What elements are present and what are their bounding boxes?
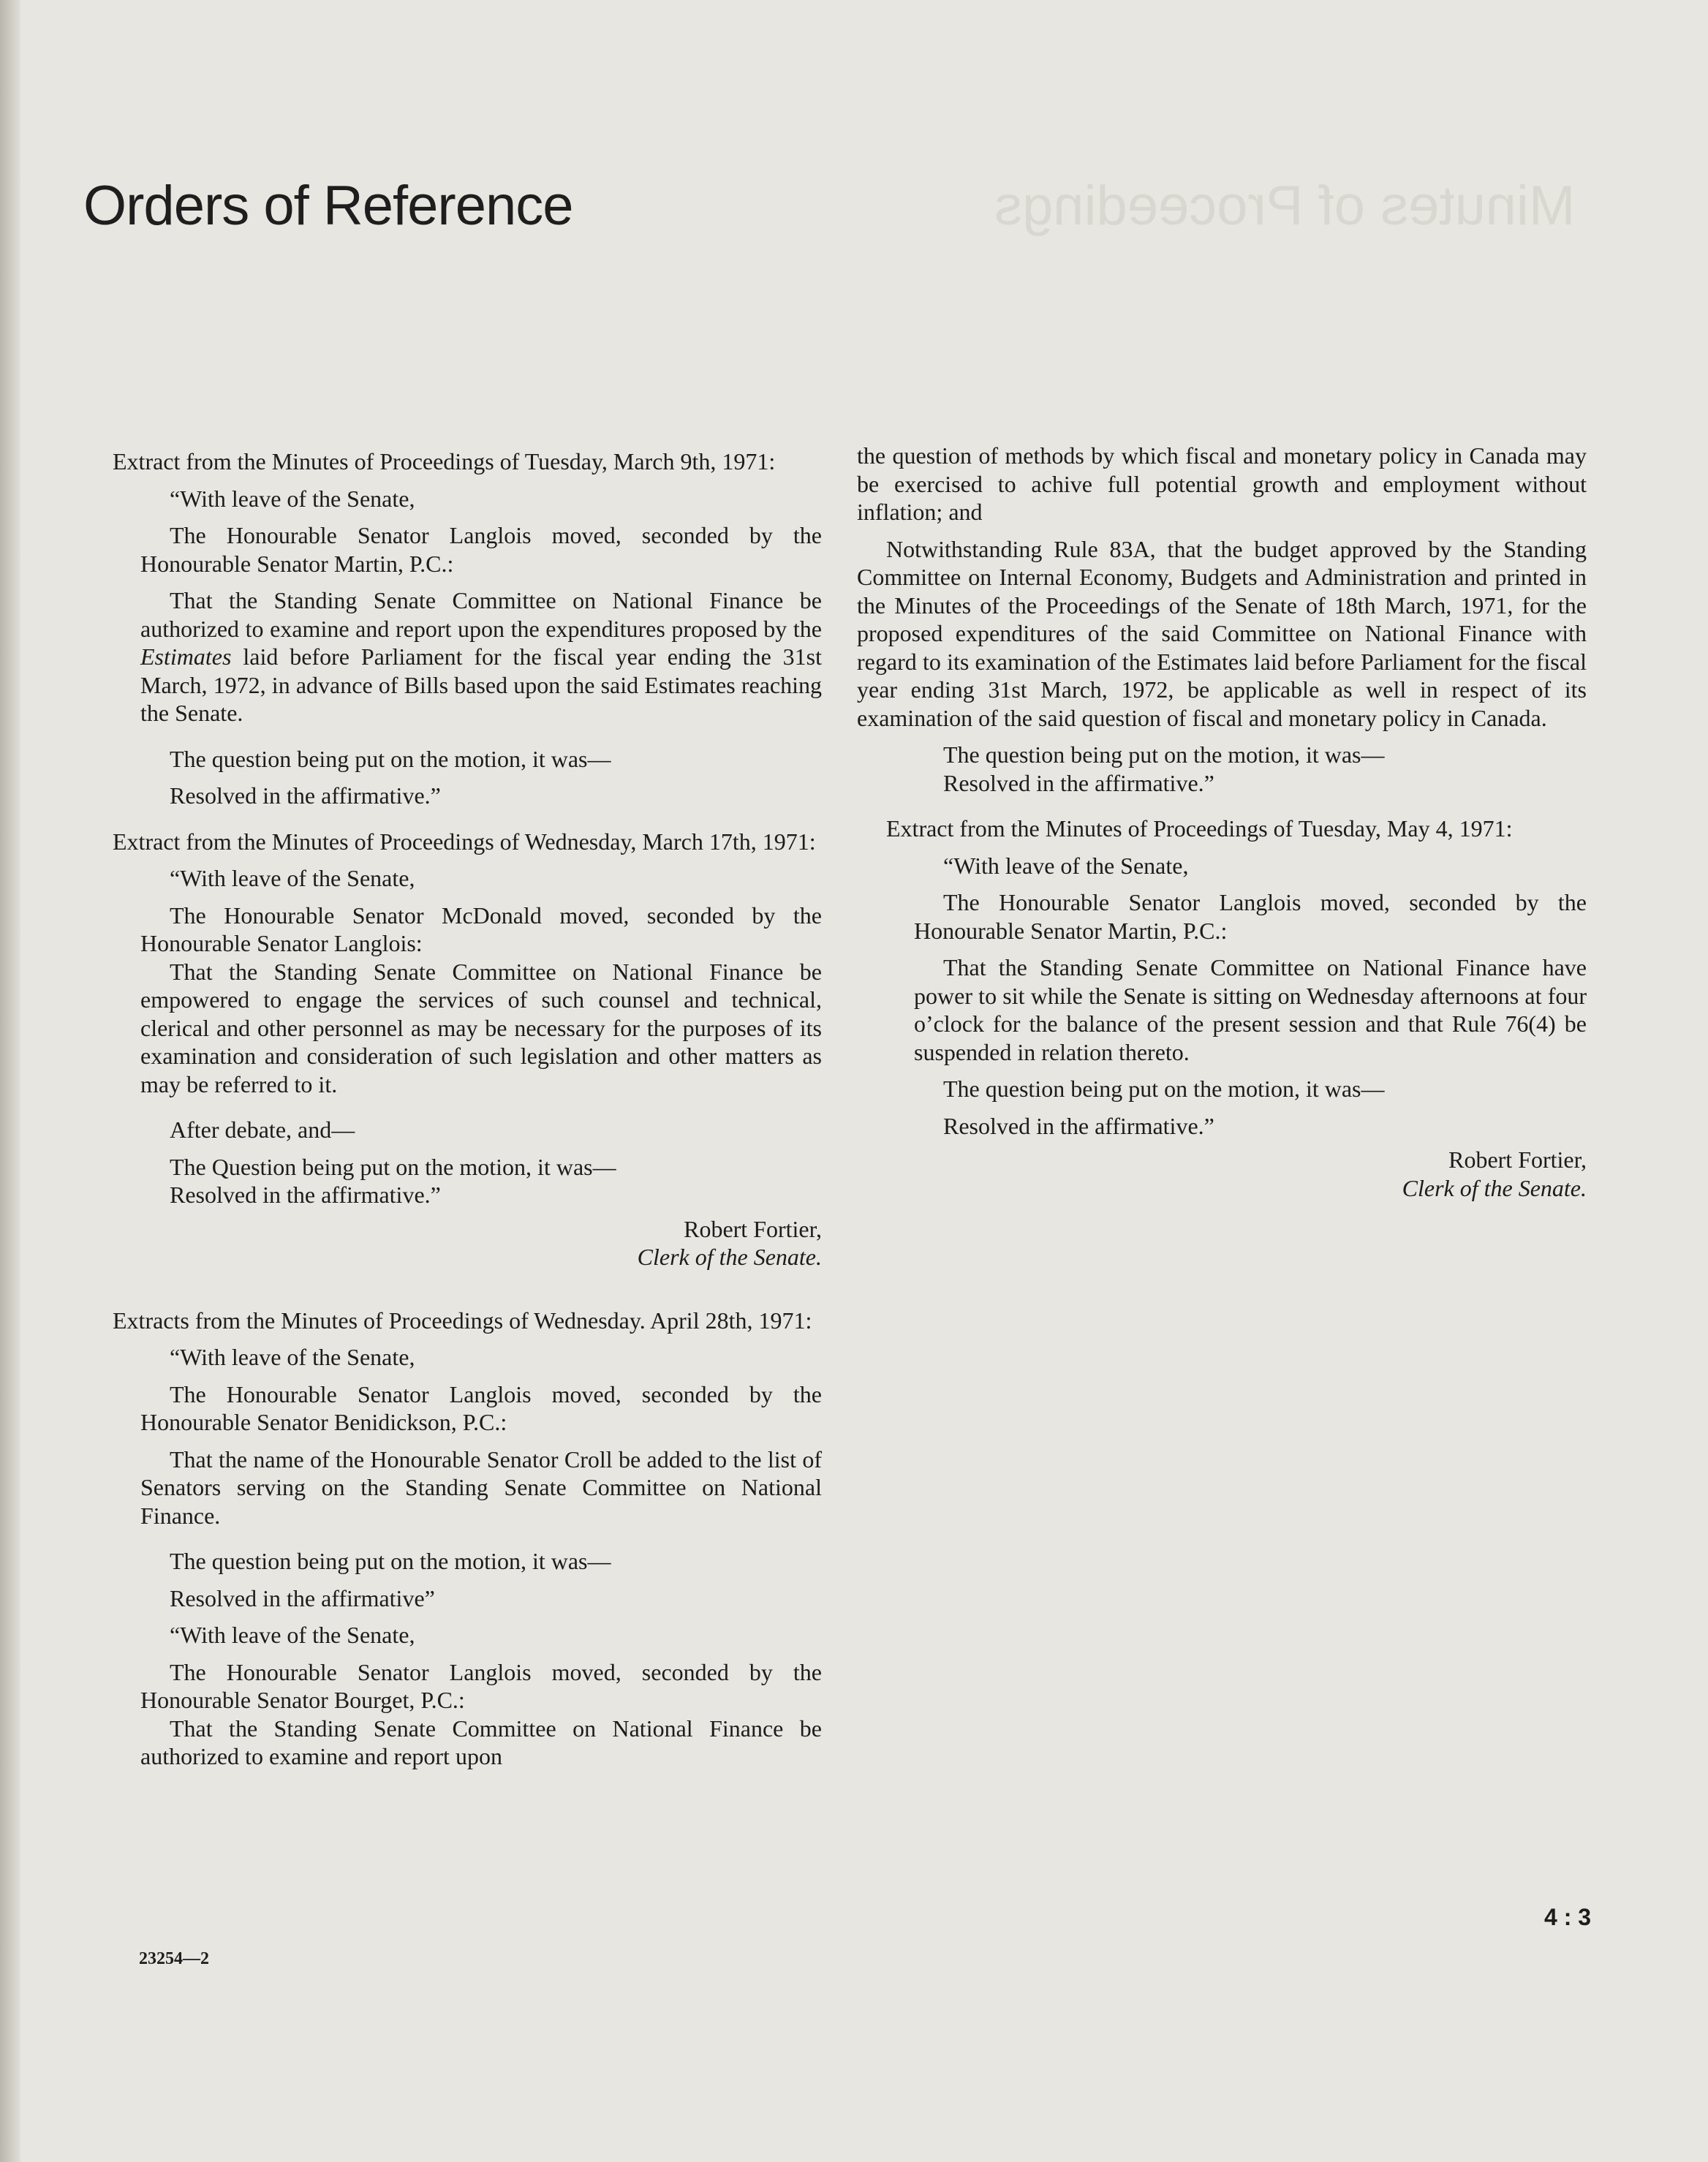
signature-title: Clerk of the Senate.: [637, 1244, 822, 1270]
motion-text: That the Standing Senate Committee on National Finance be empowered to engage the services of such counsel and technical, clerical and other personnel as may be necessary for the purposes of its examination and consideration of such legislation and other matters as may be referred to it.: [140, 958, 822, 1097]
leave-line: “With leave of the Senate,: [170, 865, 415, 891]
page-number: 4 : 3: [1544, 1904, 1592, 1930]
resolved-line: Resolved in the affirmative.”: [170, 782, 441, 809]
debate-line: After debate, and—: [170, 1116, 355, 1143]
question-line: The question being put on the motion, it was—: [170, 1548, 611, 1574]
extract-heading-april-28: Extracts from the Minutes of Proceedings of Wednesday. April 28th, 1971:: [113, 1307, 812, 1334]
motion-text-part: laid before Parliament for the fiscal year ending the 31st March, 1972, in advance of Bills based upon the said Estimates reaching the Senate.: [140, 643, 823, 726]
leave-line: “With leave of the Senate,: [943, 852, 1189, 879]
bleed-through-heading: Minutes of Proceedings: [994, 175, 1576, 237]
question-line: The question being put on the motion, it was—: [170, 745, 611, 772]
resolved-line: Resolved in the affirmative”: [170, 1584, 435, 1611]
motion-mover: The Honourable Senator McDonald moved, seconded by the Honourable Senator Langlois:: [140, 902, 822, 956]
extract-heading-may-4: Extract from the Minutes of Proceedings of Tuesday, May 4, 1971:: [886, 815, 1513, 842]
leave-line: “With leave of the Senate,: [170, 485, 415, 512]
page-title: Orders of Reference: [83, 175, 573, 237]
motion-text: [83, 586, 822, 727]
motion-text-continued: the question of methods by which fiscal and monetary policy in Canada may be exercised to achive full potential growth and employment without inflation; and: [857, 442, 1587, 525]
extract-heading-march-17: Extract from the Minutes of Proceedings of Wednesday, March 17th, 1971:: [113, 828, 816, 855]
motion-mover: The Honourable Senator Langlois moved, seconded by the Honourable Senator Martin, P.C.:: [914, 889, 1587, 944]
resolved-line: Resolved in the affirmative.”: [943, 1112, 1214, 1139]
print-code: 23254—2: [139, 1949, 209, 1968]
question-line: The question being put on the motion, it was—: [943, 1076, 1385, 1102]
motion-mover: The Honourable Senator Langlois moved, seconded by the Honourable Senator Benidickson, P.C.:: [140, 1380, 822, 1435]
leave-line: “With leave of the Senate,: [170, 1622, 415, 1648]
motion-mover: The Honourable Senator Langlois moved, seconded by the Honourable Senator Bourget, P.C.:: [140, 1658, 822, 1713]
leave-line: “With leave of the Senate,: [170, 1344, 415, 1370]
extract-heading-march-9: Extract from the Minutes of Proceedings of Tuesday, March 9th, 1971:: [113, 448, 776, 475]
resolved-line: Resolved in the affirmative.”: [170, 1182, 441, 1208]
motion-text: That the Standing Senate Committee on National Finance have power to sit while the Senate is sitting on Wednesday afternoons at four o’clock for the balance of the present session and that Rule 76(4) be suspended in relation thereto.: [914, 954, 1587, 1065]
resolved-line: Resolved in the affirmative.”: [943, 769, 1214, 796]
left-column: [83, 447, 822, 1771]
question-line: The question being put on the motion, it was—: [943, 741, 1385, 768]
page-binding-shadow: [0, 0, 20, 2162]
right-column: [857, 442, 1587, 1202]
motion-text: That the name of the Honourable Senator Croll be added to the list of Senators serving on the Standing Senate Committee on National Finance.: [140, 1445, 822, 1529]
estimates-italic: Estimates: [140, 643, 232, 670]
motion-text: That the Standing Senate Committee on National Finance be authorized to examine and report upon: [140, 1715, 822, 1769]
budget-paragraph: Notwithstanding Rule 83A, that the budget approved by the Standing Committee on Internal Economy, Budgets and Administration and printed in the Minutes of the Proceedings of the Senate of 18th March, 1971, for the proposed expenditures of the said Committee on National Finance with regard to its examination of the Estimates laid before Parliament for the fiscal year ending 31st March, 1972, be applicable as well in respect of its examination of the said question of fiscal and monetary policy in Canada.: [857, 535, 1587, 731]
question-line: The Question being put on the motion, it was—: [170, 1153, 616, 1180]
motion-mover: The Honourable Senator Langlois moved, seconded by the Honourable Senator Martin, P.C.:: [140, 522, 822, 577]
signature-title: Clerk of the Senate.: [1402, 1174, 1587, 1201]
signature-name: Robert Fortier,: [684, 1215, 822, 1242]
motion-text-part: That the Standing Senate Committee on National Finance be authorized to examine and report upon the expenditures proposed by the: [140, 587, 822, 642]
signature-name: Robert Fortier,: [1448, 1146, 1587, 1173]
